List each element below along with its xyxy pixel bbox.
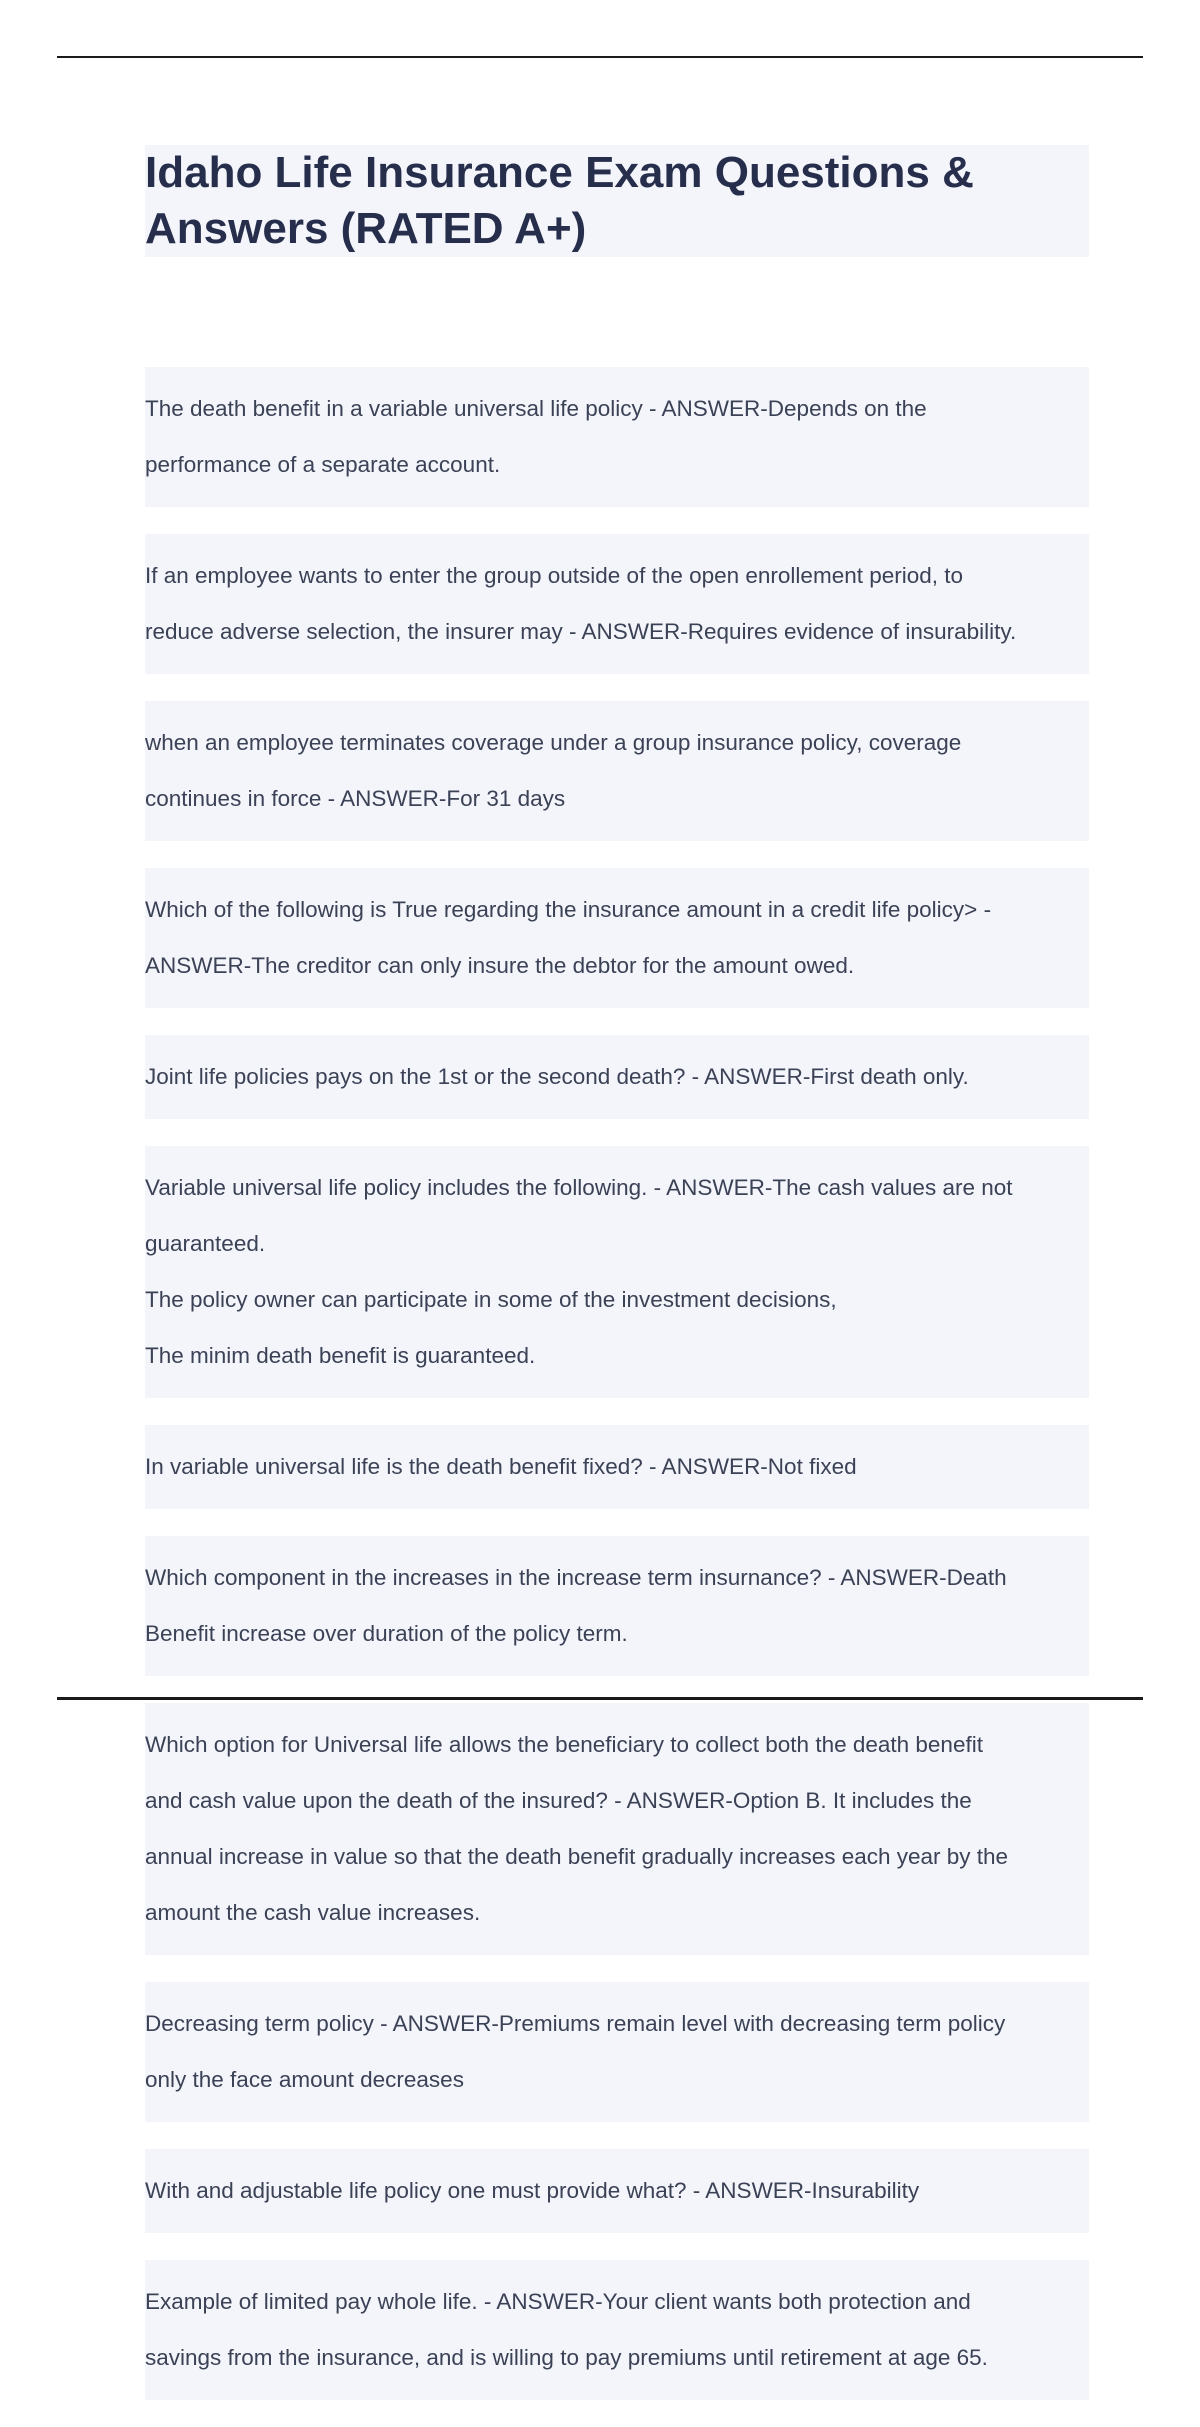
qa-line: If an employee wants to enter the group outside of the open enrollement period, to — [145, 563, 964, 588]
qa-line: Which option for Universal life allows the beneficiary to collect both the death benefit — [145, 1732, 983, 1757]
qa-line: performance of a separate account. — [145, 452, 501, 477]
qa-line: and cash value upon the death of the insured? - ANSWER-Option B. It includes the — [145, 1788, 972, 1813]
qa-line: only the face amount decreases — [145, 2067, 464, 2092]
qa-line: reduce adverse selection, the insurer may - ANSWER-Requires evidence of insurability. — [145, 619, 1017, 644]
qa-line: Which of the following is True regarding the insurance amount in a credit life policy> - — [145, 897, 992, 922]
qa-item — [145, 2260, 1089, 2400]
qa-line: guaranteed. — [145, 1231, 266, 1256]
qa-item — [145, 1536, 1089, 1676]
qa-item — [145, 2149, 1089, 2233]
qa-item — [145, 1425, 1089, 1509]
top-divider — [57, 56, 1143, 58]
qa-line: amount the cash value increases. — [145, 1900, 481, 1925]
qa-item — [145, 1146, 1089, 1398]
title-block — [145, 145, 1089, 257]
qa-item — [145, 701, 1089, 841]
qa-line: The minim death benefit is guaranteed. — [145, 1343, 536, 1368]
qa-line: Variable universal life policy includes the following. - ANSWER-The cash values are not — [145, 1175, 1013, 1200]
qa-line: ANSWER-The creditor can only insure the debtor for the amount owed. — [145, 953, 855, 978]
page-title: Idaho Life Insurance Exam Questions & Answers (RATED A+) — [145, 148, 974, 253]
qa-line: The death benefit in a variable universal life policy - ANSWER-Depends on the — [145, 396, 927, 421]
qa-line: Joint life policies pays on the 1st or the second death? - ANSWER-First death only. — [145, 1064, 969, 1089]
qa-item — [145, 1982, 1089, 2122]
qa-item — [145, 367, 1089, 507]
qa-item — [145, 1035, 1089, 1119]
qa-line: continues in force - ANSWER-For 31 days — [145, 786, 566, 811]
qa-line: Decreasing term policy - ANSWER-Premiums remain level with decreasing term policy — [145, 2011, 1006, 2036]
qa-line: when an employee terminates coverage under a group insurance policy, coverage — [145, 730, 962, 755]
qa-list — [145, 367, 1089, 2427]
qa-line: Benefit increase over duration of the policy term. — [145, 1621, 628, 1646]
qa-line: Which component in the increases in the increase term insurnance? - ANSWER-Death — [145, 1565, 1007, 1590]
qa-line: annual increase in value so that the death benefit gradually increases each year by the — [145, 1844, 1009, 1869]
qa-line: In variable universal life is the death benefit fixed? - ANSWER-Not fixed — [145, 1454, 857, 1479]
qa-line: The policy owner can participate in some of the investment decisions, — [145, 1287, 837, 1312]
qa-line: savings from the insurance, and is willing to pay premiums until retirement at age 65. — [145, 2345, 988, 2370]
qa-item — [145, 534, 1089, 674]
qa-line: With and adjustable life policy one must provide what? - ANSWER-Insurability — [145, 2178, 920, 2203]
qa-line: Example of limited pay whole life. - ANSWER-Your client wants both protection and — [145, 2289, 971, 2314]
qa-item — [145, 868, 1089, 1008]
qa-item — [145, 1703, 1089, 1955]
